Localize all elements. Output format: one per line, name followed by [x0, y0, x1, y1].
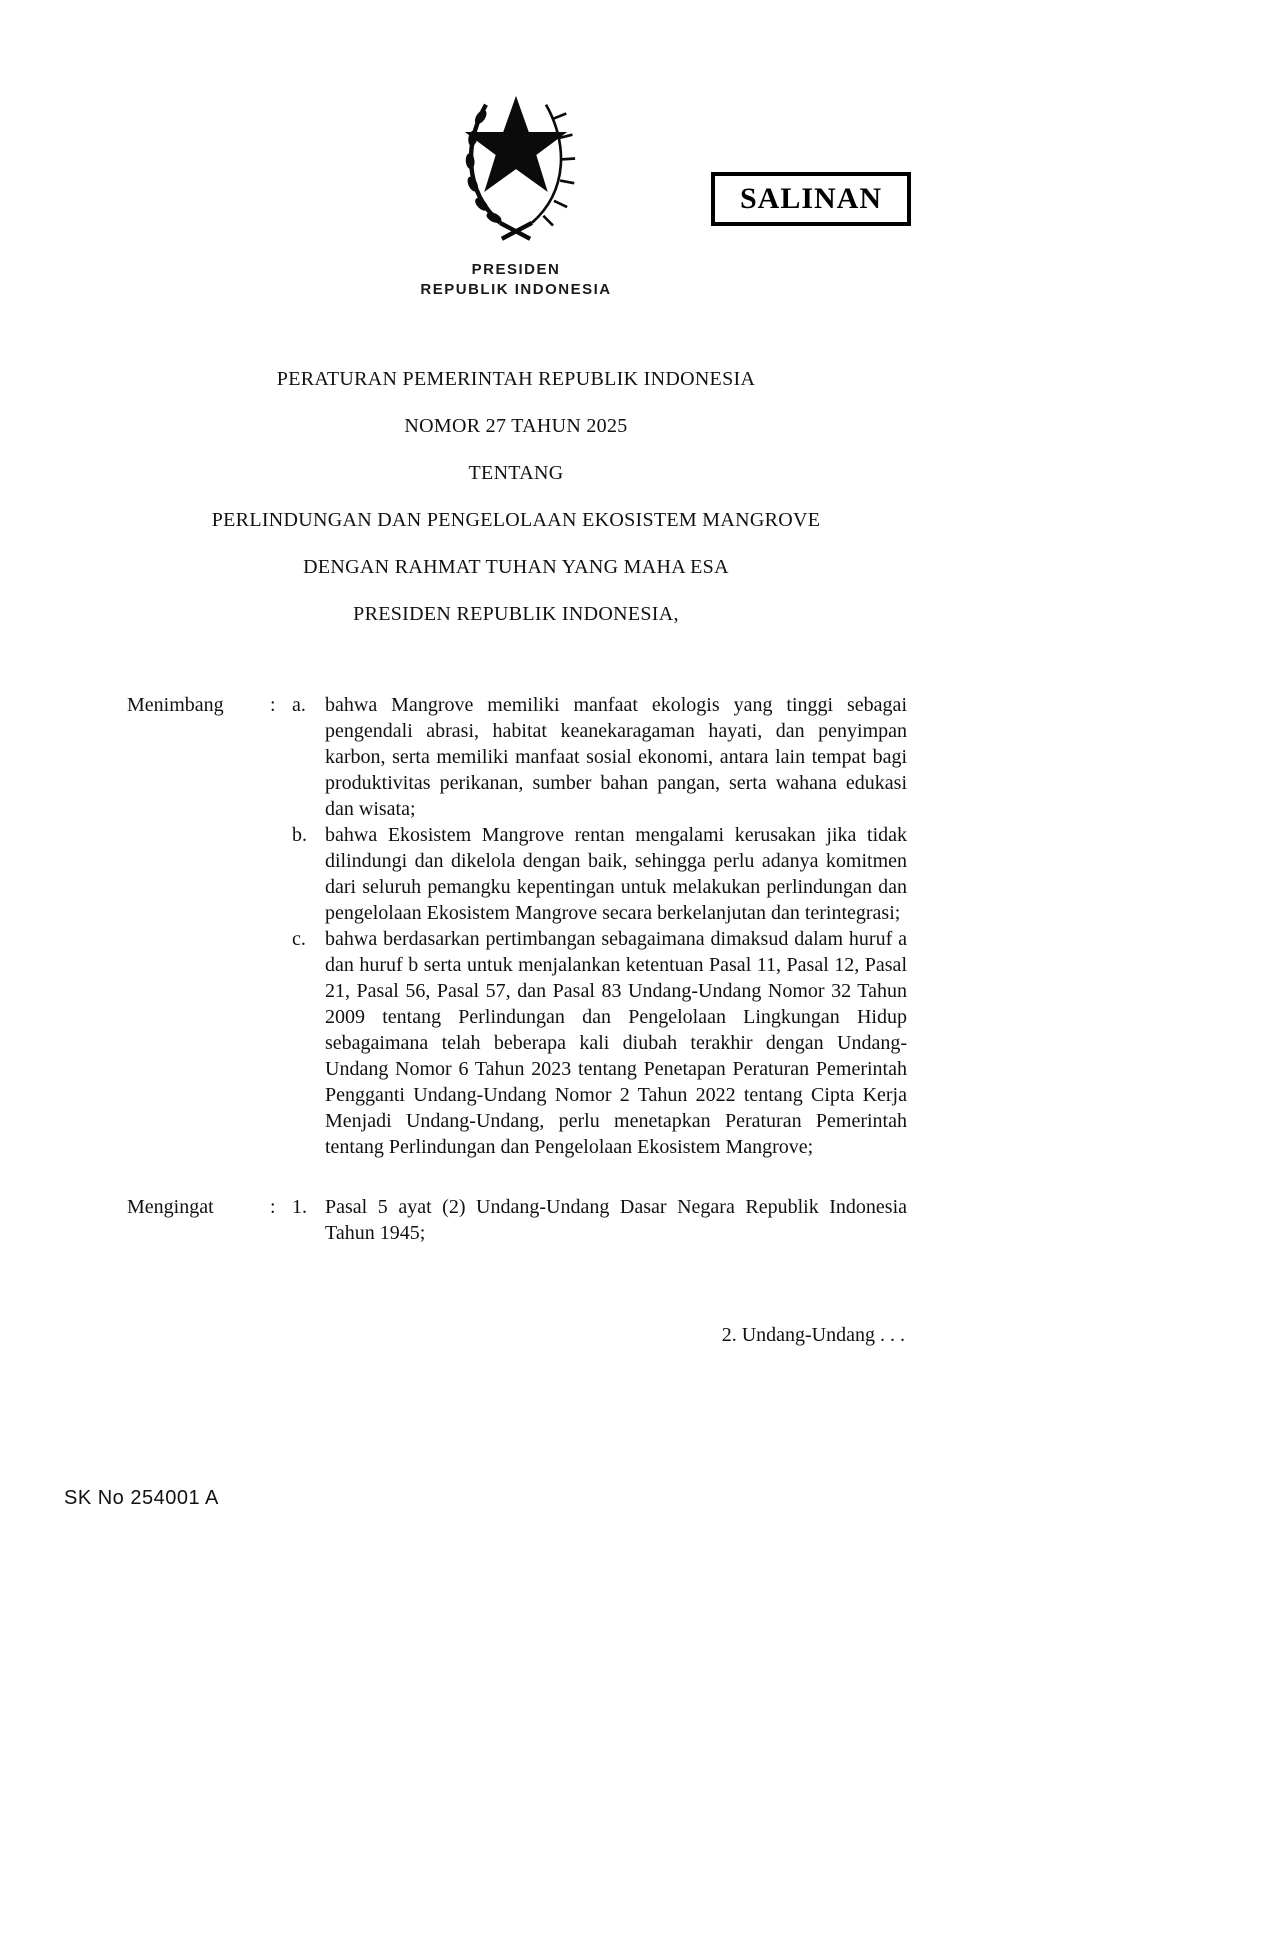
regulation-title-line: PERATURAN PEMERINTAH REPUBLIK INDONESIA	[276, 368, 756, 390]
consideration-item-c	[292, 926, 907, 1160]
presidential-star-wreath-emblem-icon	[454, 80, 578, 252]
item-text: bahwa Mangrove memiliki manfaat ekologis yang tinggi sebagai pengendali abrasi, habitat keanekaragaman hayati, dan penyimpan karbon, serta memiliki manfaat sosial ekonomi, antara lain tempat bagi produktivitas perikanan, sumber bahan pangan, serta wahana edukasi dan wisata;	[325, 694, 907, 820]
item-text: Pasal 5 ayat (2) Undang-Undang Dasar Negara Republik Indonesia Tahun 1945;	[325, 1196, 907, 1244]
invocation-line: DENGAN RAHMAT TUHAN YANG MAHA ESA	[303, 556, 729, 578]
legal-basis-label: Mengingat	[127, 1196, 214, 1218]
document-body	[127, 692, 907, 1246]
item-text: bahwa berdasarkan pertimbangan sebagaimana dimaksud dalam huruf a dan huruf b serta untuk menjalankan ketentuan Pasal 11, Pasal 12, Pasal 21, Pasal 56, Pasal 57, dan Pasal 83 Undang-Undang Nomor 32 Tahun 2009 tentang Perlindungan dan Pengelolaan Lingkungan Hidup sebagaimana telah beberapa kali diubah terakhir dengan Undang-Undang Nomor 6 Tahun 2023 tentang Penetapan Peraturan Pemerintah Pengganti Undang-Undang Nomor 2 Tahun 2022 tentang Cipta Kerja Menjadi Undang-Undang, perlu menetapkan Peraturan Pemerintah tentang Perlindungan dan Pengelolaan Ekosistem Mangrove;	[325, 928, 907, 1158]
tentang-line: TENTANG	[468, 462, 564, 484]
continuation-catchword: 2. Undang-Undang . . .	[721, 1324, 905, 1346]
item-marker: 1.	[292, 1196, 307, 1218]
item-marker: c.	[292, 928, 306, 950]
considerations-clause	[127, 692, 907, 1160]
considerations-items	[292, 692, 907, 1160]
title-block	[127, 366, 905, 648]
item-marker: b.	[292, 824, 307, 846]
item-marker: a.	[292, 694, 306, 716]
document-control-code: SK No 254001 A	[64, 1487, 219, 1509]
letterhead	[127, 80, 905, 300]
consideration-item-b	[292, 822, 907, 926]
legal-basis-item-1	[292, 1194, 907, 1246]
item-text: bahwa Ekosistem Mangrove rentan mengalami kerusakan jika tidak dilindungi dan dikelola dengan baik, sehingga perlu adanya komitmen dari seluruh pemangku kepentingan untuk melakukan perlindungan dan pengelolaan Ekosistem Mangrove secara berkelanjutan dan terintegrasi;	[325, 824, 907, 924]
consideration-item-a	[292, 692, 907, 822]
legal-basis-colon: :	[270, 1196, 276, 1218]
letterhead-line-presiden: PRESIDEN	[471, 261, 561, 278]
legal-basis-items	[292, 1194, 907, 1246]
salinan-stamp-label: SALINAN	[739, 182, 883, 215]
legal-basis-clause	[127, 1194, 907, 1246]
considerations-label: Menimbang	[127, 694, 224, 716]
letterhead-line-republik: REPUBLIK INDONESIA	[420, 281, 612, 298]
subject-line: PERLINDUNGAN DAN PENGELOLAAN EKOSISTEM MANGROVE	[211, 509, 821, 531]
authority-line: PRESIDEN REPUBLIK INDONESIA,	[353, 603, 679, 625]
regulation-number-line: NOMOR 27 TAHUN 2025	[404, 415, 628, 437]
considerations-colon: :	[270, 694, 276, 716]
